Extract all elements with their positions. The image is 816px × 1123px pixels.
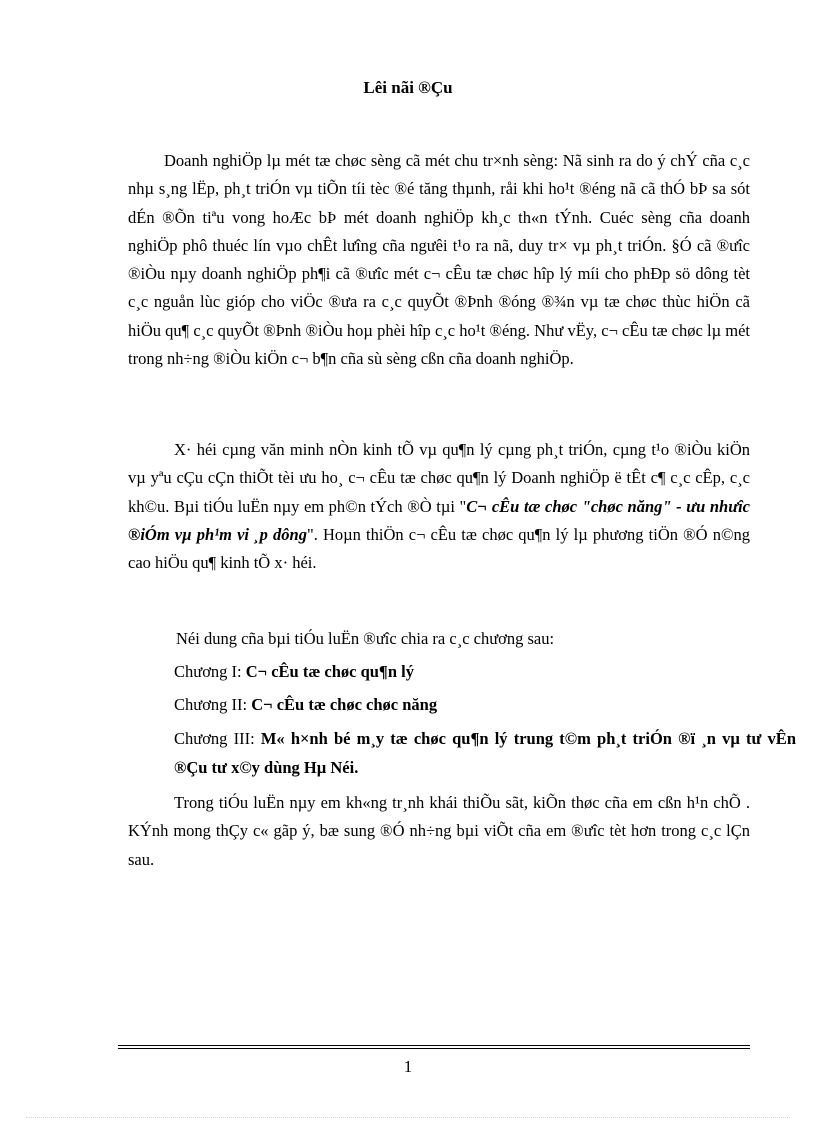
chapter-label: Chương II: <box>174 695 252 714</box>
intro-paragraph-1: Doanh nghiÖp lµ mét tæ chøc sèng cã mét chu tr×nh sèng: Nã sinh ra do ý chÝ cña c¸c nhµ s¸ng lËp, ph¸t triÓn vµ tiÕn tíi tèc ®é tăng thµnh, råi khi ho¹t ®éng nã cã thÓ bÞ sa sót dÉn ®Õn tiªu vong hoÆc bÞ mét doanh nghiÖp kh¸c th«n tÝnh. Cuéc sèng cña doanh nghiÖp phô thuéc lín vµo chÊt lưîng cña ngưêi t¹o ra nã, duy tr× vµ ph¸t triÓn. §Ó cã ®ưîc ®iÒu nµy doanh nghiÖp ph¶i cã ®ưîc mét c¬ cÊu tæ chøc hîp lý míi cho phÐp sö dông tèt c¸c nguån lùc gióp cho viÖc ®ưa ra c¸c quyÕt ®Þnh ®óng ®¾n vµ tæ chøc thùc hiÖn cã hiÖu qu¶ c¸c quyÕt ®Þnh ®iÒu hoµ phèi hîp c¸c ho¹t ®éng. Như vËy, c¬ cÊu tæ chøc lµ mét trong nh÷ng ®iÒu kiÖn c¬ b¶n cña sù sèng cßn cña doanh nghiÖp. <box>128 151 750 369</box>
essay-topic: C¬ cÊu tæ chøc "chøc năng" - ưu nhưîc ®iÓm vµ ph¹m vi ¸p dông <box>128 496 750 544</box>
footer-rule-bottom <box>118 1048 750 1049</box>
page-edge-dots <box>26 1117 790 1118</box>
chapter-label: Chương I: <box>174 662 246 681</box>
paragraph-2-text-a: X· héi cµng văn minh nÒn kinh tÕ vµ qu¶n lý cµng ph¸t triÓn, cµng t¹o ®iÒu kiÖn vµ yªu cÇu cÇn thiÕt tèi ưu ho¸ c¬ cÊu tæ chøc qu¶n lý Doanh nghiÖp ë tÊt c¶ c¸c cÊp, c¸c kh©u. Bµi tiÓu luËn nµy em ph©n tÝch ®Ò tµi " <box>128 440 750 516</box>
page-title: Lêi nãi ®Çu <box>363 78 453 97</box>
footer-rule-top <box>118 1045 750 1046</box>
outline-intro: Néi dung cña bµi tiÓu luËn ®ưîc chia ra c¸c chương sau: <box>176 629 555 648</box>
chapter-1 <box>128 658 796 686</box>
chapter-2 <box>128 691 796 719</box>
intro-paragraph-2 <box>128 436 750 577</box>
chapter-title: C¬ cÊu tæ chøc qu¶n lý <box>245 662 414 681</box>
chapter-title: M« h×nh bé m¸y tæ chøc qu¶n lý trung t©m ph¸t triÓn ®ï ¸n vµ tư vÊn ®Çu tư x©y dùng Hµ Néi. <box>174 729 796 777</box>
chapter-label: Chương III: <box>174 729 261 748</box>
chapter-3 <box>128 724 796 782</box>
page-number: 1 <box>403 1057 413 1076</box>
closing-paragraph: Trong tiÓu luËn nµy em kh«ng tr¸nh khái thiÕu sãt, kiÕn thøc cña em cßn h¹n chÕ . KÝnh mong thÇy c« gãp ý, bæ sung ®Ó nh÷ng bµi viÕt cña em ®ưîc tèt hơn trong c¸c lÇn sau. <box>128 793 750 869</box>
chapter-title: C¬ cÊu tæ chøc chøc năng <box>251 695 438 714</box>
paragraph-2-text-b: ". Hoµn thiÖn c¬ cÊu tæ chøc qu¶n lý lµ phương tiÖn ®Ó n©ng cao hiÖu qu¶ kinh tÕ x· héi. <box>128 524 751 573</box>
